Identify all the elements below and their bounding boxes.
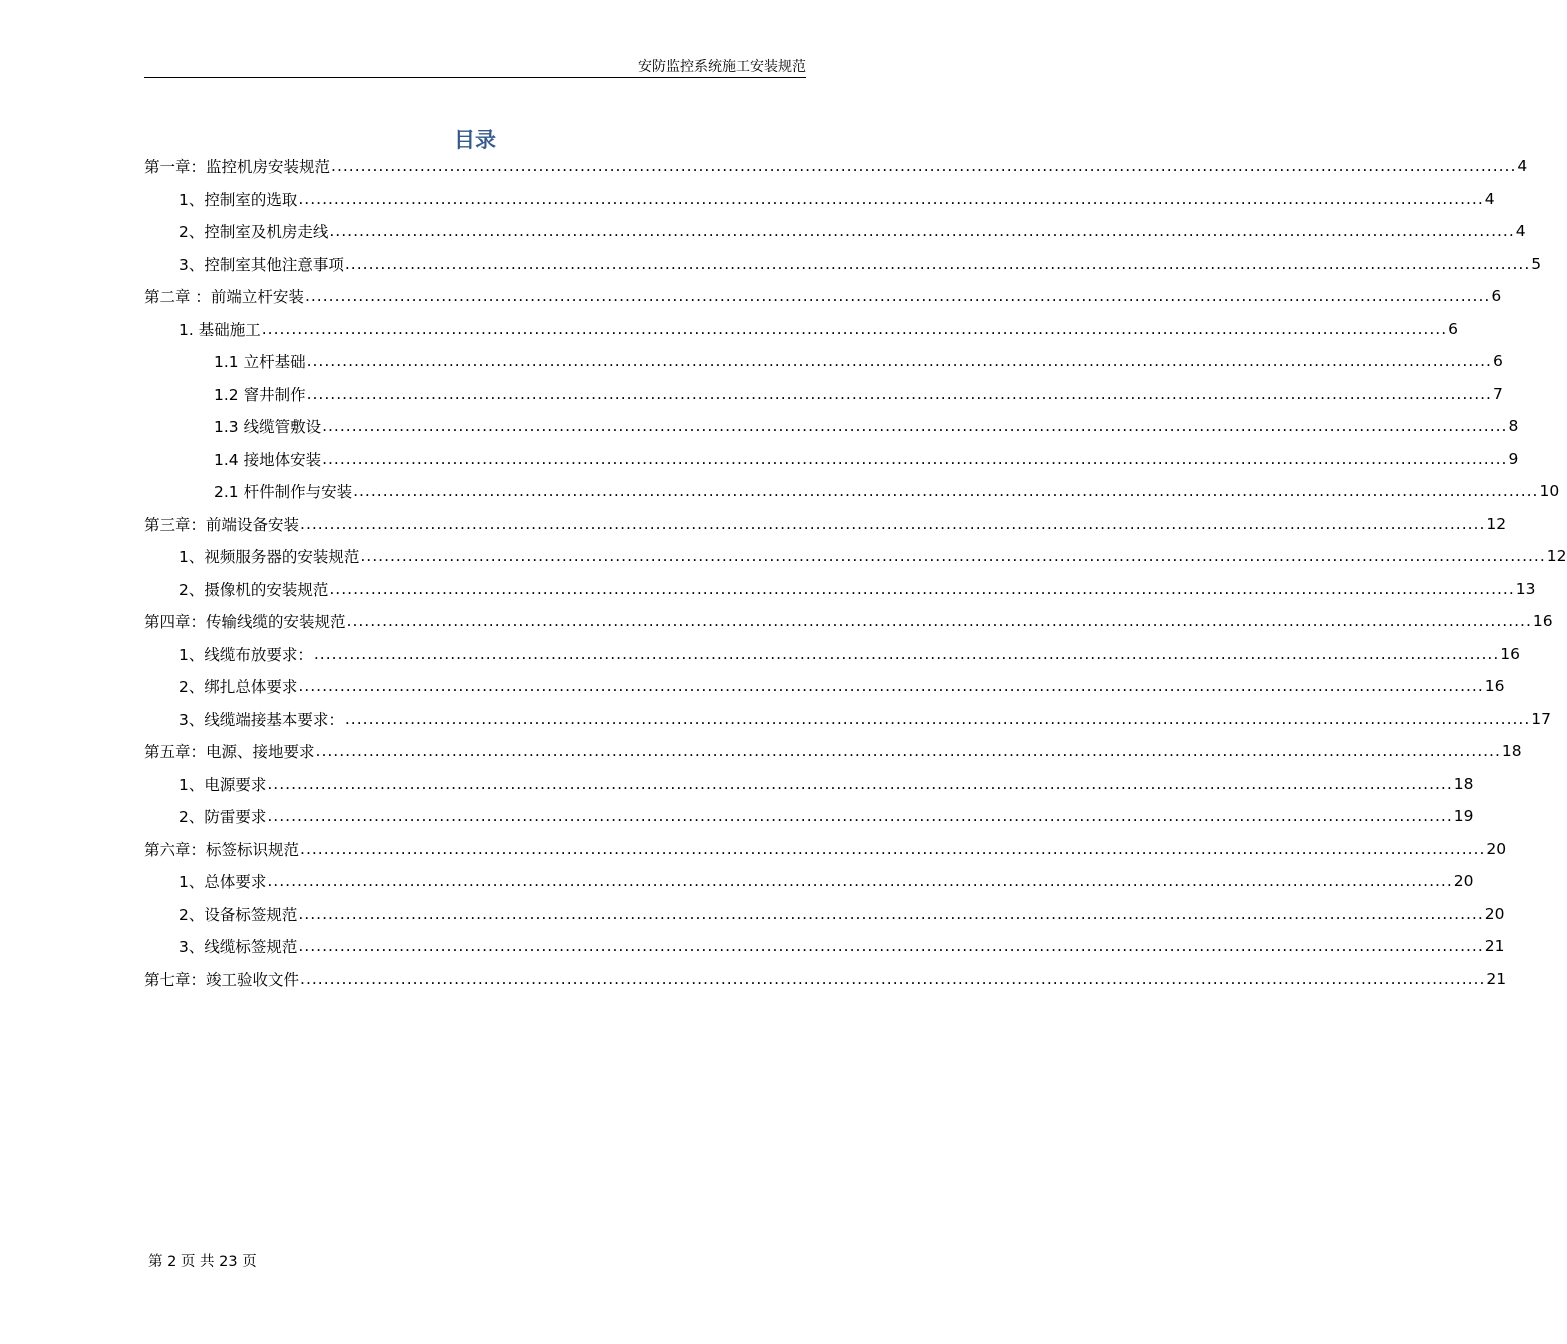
toc-entry-page-number: 18 [1453,774,1474,793]
toc-dot-leader: ........................................................................................................................................................................................................ [298,904,1484,923]
toc-entry-label: 2、绑扎总体要求 [179,678,298,697]
running-header: 安防监控系统施工安装规范 [638,59,806,75]
toc-entry-label: 第二章 ：前端立杆安装 [144,288,304,307]
toc-entry-page-number: 6 [1491,287,1502,306]
toc-dot-leader: ........................................................................................................................................................................................................ [300,839,1486,858]
toc-entry-page-number: 8 [1508,417,1519,436]
toc-entry-label: 1. 基础施工 [179,320,261,339]
toc-entry[interactable] [144,150,1528,183]
toc-dot-leader: ........................................................................................................................................................................................................ [300,969,1486,988]
toc-entry-label: 1.2 窨井制作 [214,385,306,404]
toc-entry-label: 1.3 线缆管敷设 [214,418,322,437]
toc-entry-label: 第五章：电源、接地要求 [144,743,315,762]
toc-entry-label: 1、视频服务器的安装规范 [179,548,360,567]
toc-dot-leader: ........................................................................................................................................................................................................ [344,254,1531,273]
table-of-contents [144,150,1567,995]
toc-dot-leader: ........................................................................................................................................................................................................ [298,937,1484,956]
toc-entry[interactable] [144,378,1503,411]
toc-entry[interactable] [144,215,1526,248]
header-rule [144,77,806,78]
toc-entry-label: 2、摄像机的安装规范 [179,580,329,599]
toc-dot-leader: ........................................................................................................................................................................................................ [267,807,1453,826]
toc-dot-leader: ........................................................................................................................................................................................................ [306,384,1492,403]
toc-entry-label: 2、控制室及机房走线 [179,223,329,242]
page-footer: 第 2 页 共 23 页 [148,1254,257,1270]
toc-entry-page-number: 4 [1484,189,1495,208]
toc-entry[interactable] [144,573,1536,606]
toc-entry[interactable] [144,183,1495,216]
toc-entry[interactable] [144,345,1503,378]
toc-entry[interactable] [144,963,1507,996]
toc-entry-page-number: 9 [1508,449,1519,468]
toc-entry-page-number: 20 [1486,839,1507,858]
toc-dot-leader: ........................................................................................................................................................................................................ [346,612,1532,631]
toc-dot-leader: ........................................................................................................................................................................................................ [267,774,1453,793]
toc-dot-leader: ........................................................................................................................................................................................................ [315,742,1501,761]
toc-entry-label: 第六章：标签标识规范 [144,840,300,859]
toc-entry[interactable] [144,605,1553,638]
toc-entry-page-number: 7 [1492,384,1503,403]
toc-entry-label: 第三章：前端设备安装 [144,515,300,534]
toc-dot-leader: ........................................................................................................................................................................................................ [306,352,1492,371]
toc-entry-page-number: 6 [1448,319,1458,338]
toc-entry-page-number: 16 [1500,644,1521,663]
toc-entry-label: 1、电源要求 [179,775,267,794]
toc-dot-leader: ........................................................................................................................................................................................................ [267,872,1453,891]
toc-entry-page-number: 4 [1517,157,1528,176]
toc-entry-label: 1.1 立杆基础 [214,353,306,372]
toc-entry-page-number: 10 [1539,482,1560,501]
toc-entry[interactable] [144,833,1507,866]
toc-dot-leader: ........................................................................................................................................................................................................ [331,157,1517,176]
toc-entry[interactable] [144,768,1474,801]
toc-entry[interactable] [144,638,1521,671]
toc-entry[interactable] [144,930,1505,963]
toc-entry[interactable] [144,703,1552,736]
toc-entry-page-number: 12 [1486,514,1507,533]
toc-dot-leader: ........................................................................................................................................................................................................ [300,514,1486,533]
toc-entry-page-number: 6 [1492,352,1503,371]
toc-entry-page-number: 21 [1486,969,1507,988]
toc-entry-page-number: 4 [1515,222,1526,241]
toc-entry[interactable] [144,508,1507,541]
toc-entry-label: 1、总体要求 [179,873,267,892]
toc-dot-leader: ........................................................................................................................................................................................................ [322,449,1508,468]
toc-entry-label: 第四章：传输线缆的安装规范 [144,613,346,632]
toc-entry[interactable] [144,898,1505,931]
toc-entry-label: 3、线缆标签规范 [179,938,298,957]
toc-entry-page-number: 17 [1531,709,1552,728]
toc-entry-label: 1、线缆布放要求： [179,645,313,664]
toc-entry[interactable] [144,800,1474,833]
toc-entry[interactable] [144,443,1519,476]
toc-entry-label: 第一章：监控机房安装规范 [144,158,331,177]
toc-entry-page-number: 13 [1515,579,1536,598]
toc-entry[interactable] [144,475,1560,508]
toc-dot-leader: ........................................................................................................................................................................................................ [344,709,1531,728]
toc-entry-page-number: 21 [1484,937,1505,956]
toc-dot-leader: ........................................................................................................................................................................................................ [329,222,1515,241]
toc-entry-label: 1、控制室的选取 [179,190,298,209]
toc-entry-page-number: 18 [1501,742,1522,761]
toc-entry-label: 2、防雷要求 [179,808,267,827]
toc-entry-label: 3、线缆端接基本要求： [179,710,344,729]
toc-dot-leader: ........................................................................................................................................................................................................ [360,547,1546,566]
toc-entry-label: 2、设备标签规范 [179,905,298,924]
toc-title: 目录 [454,127,496,152]
toc-dot-leader: ........................................................................................................................................................................................................ [329,579,1515,598]
toc-entry[interactable] [144,280,1502,313]
toc-entry[interactable] [144,248,1542,281]
toc-entry-page-number: 20 [1484,904,1505,923]
toc-dot-leader: ........................................................................................................................................................................................................ [313,644,1500,663]
toc-entry-label: 第七章：竣工验收文件 [144,970,300,989]
toc-dot-leader: ........................................................................................................................................................................................................ [353,482,1539,501]
toc-entry-page-number: 16 [1532,612,1553,631]
toc-entry-page-number: 12 [1546,547,1567,566]
toc-entry-page-number: 19 [1453,807,1474,826]
toc-dot-leader: ........................................................................................................................................................................................................ [322,417,1508,436]
toc-dot-leader: ........................................................................................................................................................................................................ [298,677,1484,696]
toc-dot-leader: ........................................................................................................................................................................................................ [304,287,1491,306]
toc-entry-page-number: 20 [1453,872,1474,891]
toc-entry[interactable] [144,410,1519,443]
toc-entry[interactable] [144,313,1458,346]
toc-entry-page-number: 16 [1484,677,1505,696]
toc-dot-leader: ........................................................................................................................................................................................................ [298,189,1484,208]
toc-dot-leader: ........................................................................................................................................................................................................ [261,319,1448,338]
toc-entry[interactable] [144,540,1567,573]
toc-entry[interactable] [144,735,1522,768]
toc-entry[interactable] [144,670,1505,703]
toc-entry-label: 3、控制室其他注意事项 [179,255,344,274]
toc-entry-page-number: 5 [1531,254,1542,273]
toc-entry-label: 2.1 杆件制作与安装 [214,483,353,502]
toc-entry[interactable] [144,865,1474,898]
toc-entry-label: 1.4 接地体安装 [214,450,322,469]
